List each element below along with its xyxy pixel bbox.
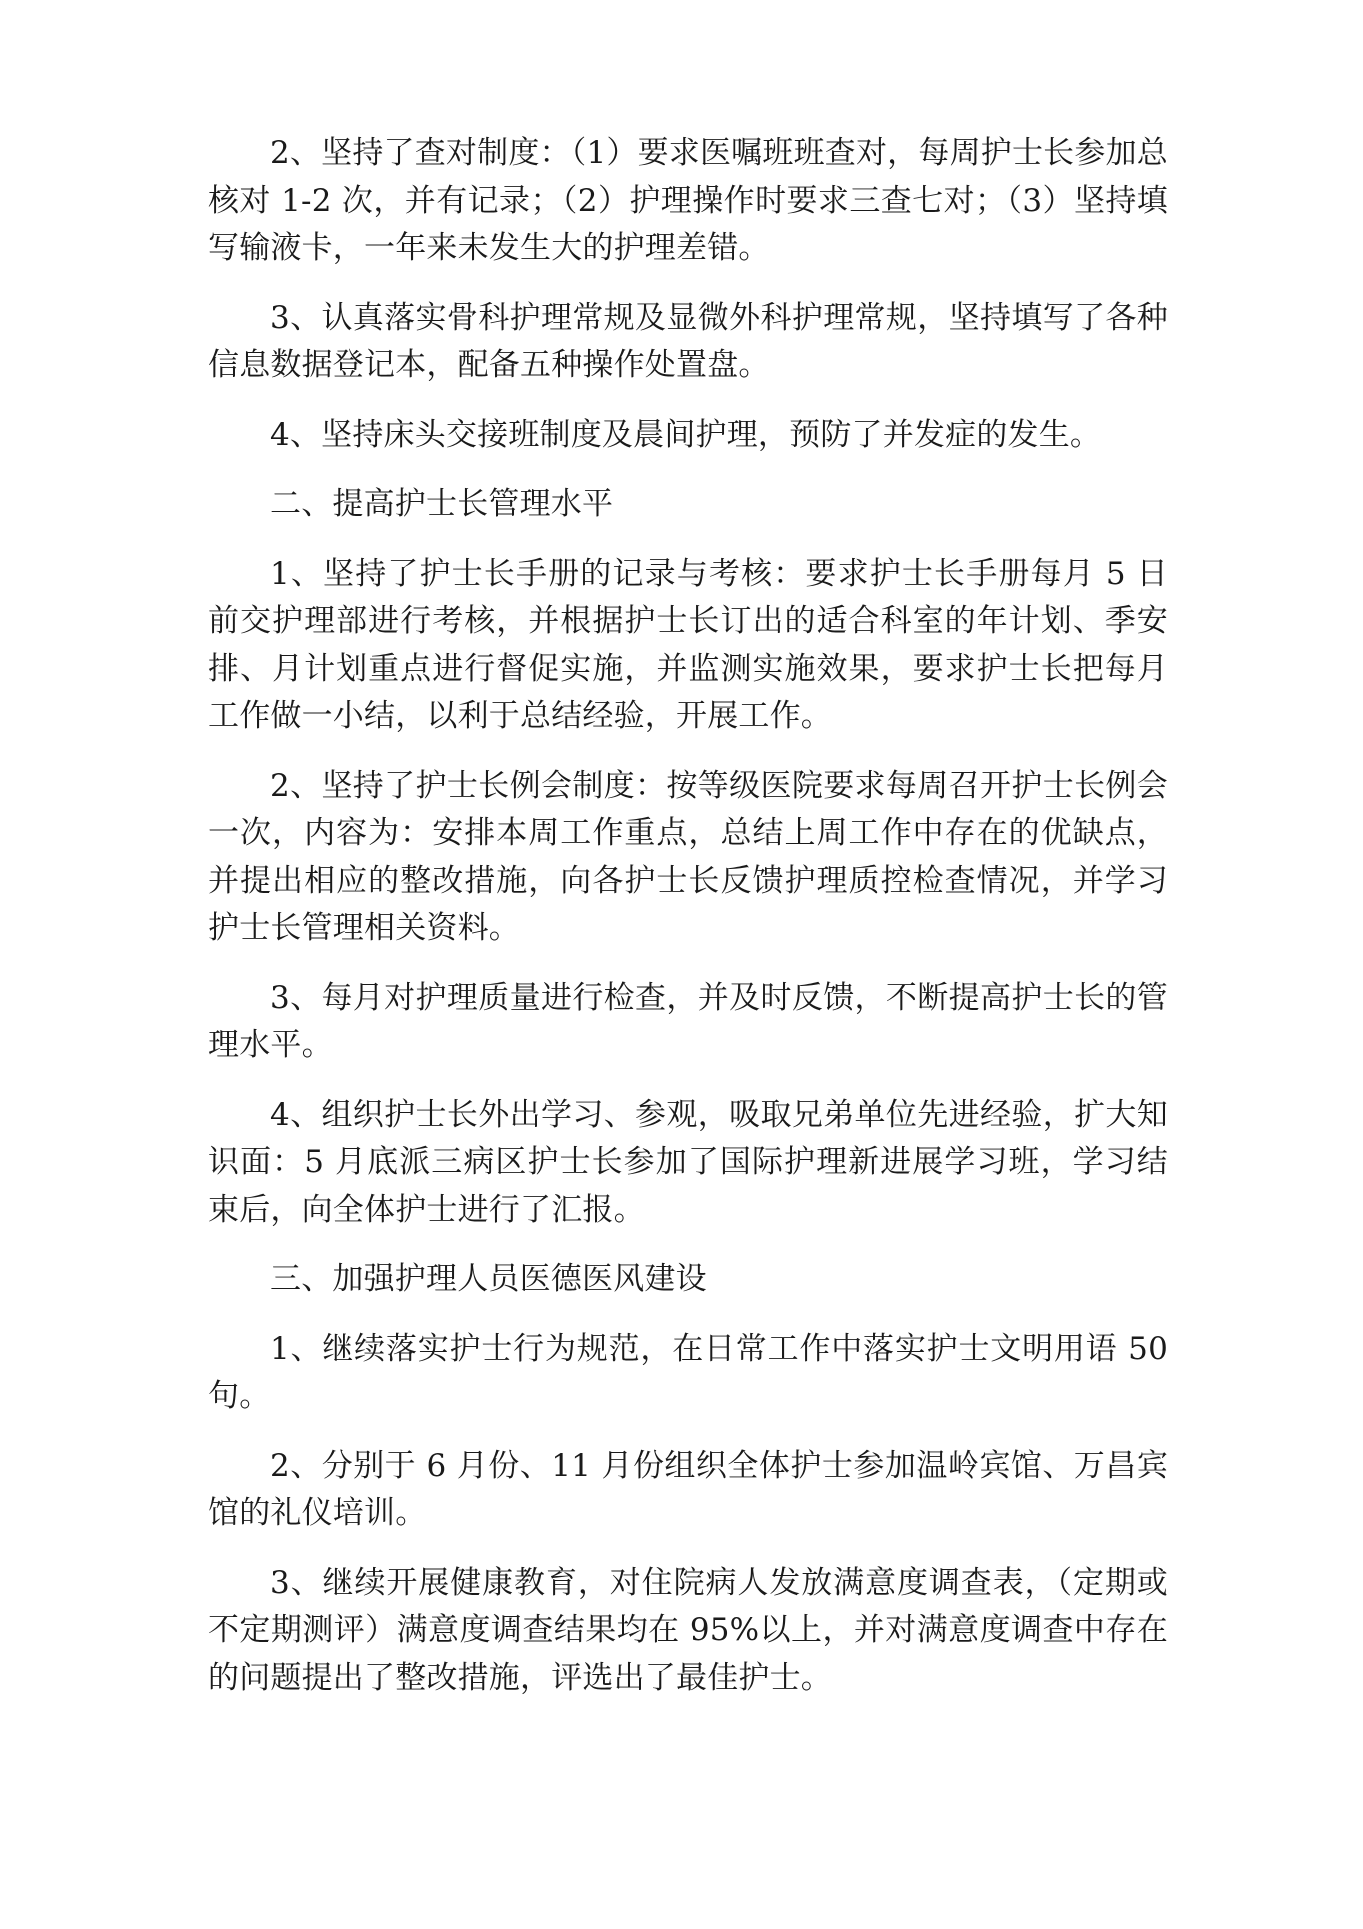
section-heading: 二、提高护士长管理水平	[270, 486, 614, 522]
paragraph: 2、分别于 6 月份、11 月份组织全体护士参加温岭宾馆、万昌宾馆的礼仪培训。	[208, 1447, 1168, 1531]
paragraph: 3、每月对护理质量进行检查，并及时反馈，不断提高护士长的管理水平。	[208, 979, 1168, 1063]
paragraph: 2、坚持了护士长例会制度：按等级医院要求每周召开护士长例会一次，内容为：安排本周工作重点，总结上周工作中存在的优缺点，并提出相应的整改措施，向各护士长反馈护理质控检查情况，并学习护士长管理相关资料。	[208, 767, 1168, 946]
paragraph: 3、继续开展健康教育，对住院病人发放满意度调查表，（定期或不定期测评）满意度调查结果均在 95%以上，并对满意度调查中存在的问题提出了整改措施，评选出了最佳护士。	[208, 1564, 1168, 1696]
section-heading: 三、加强护理人员医德医风建设	[270, 1261, 707, 1297]
paragraph: 1、继续落实护士行为规范，在日常工作中落实护士文明用语 50 句。	[208, 1330, 1168, 1414]
paragraph: 1、坚持了护士长手册的记录与考核：要求护士长手册每月 5 日前交护理部进行考核，并根据护士长订出的适合科室的年计划、季安排、月计划重点进行督促实施，并监测实施效果，要求护士长把每月工作做一小结，以利于总结经验，开展工作。	[208, 555, 1168, 734]
document-body	[208, 130, 1168, 1724]
paragraph: 4、坚持床头交接班制度及晨间护理，预防了并发症的发生。	[270, 416, 1102, 453]
paragraph: 3、认真落实骨科护理常规及显微外科护理常规，坚持填写了各种信息数据登记本，配备五种操作处置盘。	[208, 299, 1168, 383]
paragraph: 2、坚持了查对制度：（1）要求医嘱班班查对，每周护士长参加总核对 1-2 次，并有记录；（2）护理操作时要求三查七对；（3）坚持填写输液卡，一年来未发生大的护理差错。	[208, 135, 1168, 266]
paragraph: 4、组织护士长外出学习、参观，吸取兄弟单位先进经验，扩大知识面：5 月底派三病区护士长参加了国际护理新进展学习班，学习结束后，向全体护士进行了汇报。	[208, 1096, 1168, 1228]
